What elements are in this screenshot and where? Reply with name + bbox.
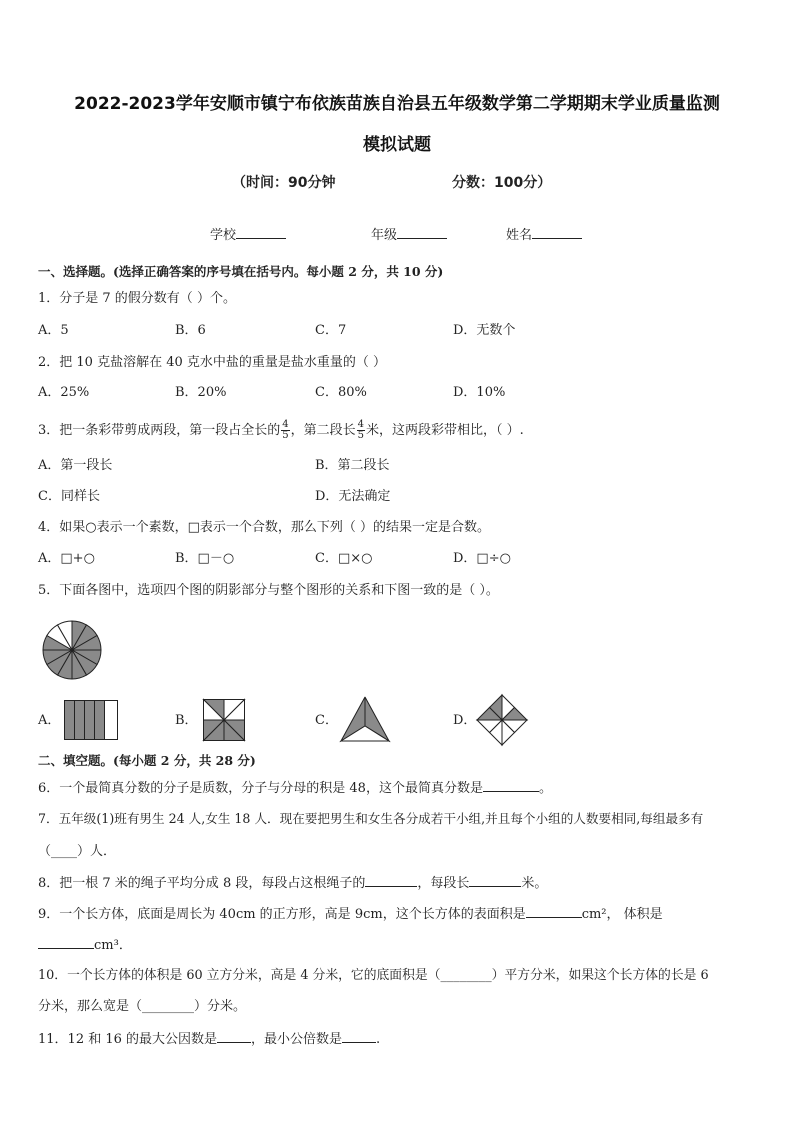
exam-info xyxy=(0,172,794,194)
q8-answer-blank-1[interactable] xyxy=(365,874,417,887)
section1-heading: 一、选择题。(选择正确答案的序号填在括号内。每小题 2 分，共 10 分) xyxy=(38,264,444,279)
q3-option-b[interactable]: B．第二段长 xyxy=(315,458,390,473)
q9-text-a: 9．一个长方体，底面是周长为 40cm 的正方形，高是 9cm，这个长方体的表面积是 xyxy=(38,907,526,922)
q3-option-a[interactable]: A．第一段长 xyxy=(38,458,113,473)
question-2: 2．把 10 克盐溶解在 40 克水中盐的重量是盐水重量的（ ） xyxy=(38,355,387,370)
q9-answer-blank-2[interactable] xyxy=(38,936,94,949)
question-3 xyxy=(38,420,524,441)
question-1: 1．分子是 7 的假分数有（ ）个。 xyxy=(38,291,236,306)
question-7-line2: （____）人． xyxy=(38,844,117,859)
q11-text-b: ，最小公倍数是 xyxy=(251,1032,343,1047)
question-8 xyxy=(38,874,547,893)
q6-answer-blank[interactable] xyxy=(483,779,539,792)
q3-frac2-num: 4 xyxy=(357,419,365,430)
q5-option-d-figure[interactable] xyxy=(476,694,528,746)
q5-reference-circle-figure xyxy=(41,619,103,681)
q11-answer-blank-2[interactable] xyxy=(342,1030,376,1043)
q2-option-d[interactable]: D．10% xyxy=(453,385,506,400)
q3-option-d[interactable]: D．无法确定 xyxy=(315,489,391,504)
question-7-line1: 7．五年级(1)班有男生 24 人,女生 18 人．现在要把男生和女生各分成若干小组,并且每个小组的人数要相同,每组最多有 xyxy=(38,811,704,826)
q9-answer-blank-1[interactable] xyxy=(526,905,582,918)
q3-frac2-den: 5 xyxy=(357,430,365,441)
q5-option-c-figure[interactable] xyxy=(340,696,390,742)
q1-option-a[interactable]: A．5 xyxy=(38,323,69,338)
q11-text-a: 11．12 和 16 的最大公因数是 xyxy=(38,1032,218,1047)
q5-option-c[interactable]: C． xyxy=(315,713,338,728)
q3-text-post: 米，这两段彩带相比，（ ）. xyxy=(366,423,524,438)
school-field[interactable] xyxy=(210,224,286,243)
grade-label: 年级 xyxy=(371,228,398,243)
exam-title-line1: 2022-2023学年安顺市镇宁布依族苗族自治县五年级数学第二学期期末学业质量监测 xyxy=(74,94,720,114)
q4-option-a[interactable]: A．□+○ xyxy=(38,551,95,566)
q5-option-a-figure[interactable] xyxy=(64,700,118,740)
question-9-line1 xyxy=(38,905,663,924)
q3-option-c[interactable]: C．同样长 xyxy=(38,489,100,504)
q3-fraction-2 xyxy=(357,420,365,441)
school-label: 学校 xyxy=(210,228,237,243)
question-11 xyxy=(38,1030,380,1049)
q6-text-end: 。 xyxy=(538,781,552,796)
q3-frac1-num: 4 xyxy=(282,419,289,430)
school-blank[interactable] xyxy=(236,226,286,239)
q5-option-a[interactable]: A． xyxy=(38,713,61,728)
q2-option-b[interactable]: B．20% xyxy=(175,385,227,400)
q5-option-d[interactable]: D． xyxy=(453,713,477,728)
q1-option-c[interactable]: C．7 xyxy=(315,323,347,338)
grade-blank[interactable] xyxy=(397,226,447,239)
q2-option-a[interactable]: A．25% xyxy=(38,385,90,400)
q8-text-a: 8．把一根 7 米的绳子平均分成 8 段，每段占这根绳子的 xyxy=(38,876,366,891)
q11-text-c: . xyxy=(376,1032,381,1047)
q5-option-b[interactable]: B． xyxy=(175,713,198,728)
q5-option-b-figure[interactable] xyxy=(203,699,245,741)
q3-fraction-1 xyxy=(281,420,289,441)
q3-frac1-den: 5 xyxy=(282,430,289,441)
name-label: 姓名 xyxy=(506,228,533,243)
exam-time: （时间：90分钟 xyxy=(232,175,336,191)
q4-option-b[interactable]: B．□－○ xyxy=(175,551,235,566)
q1-option-b[interactable]: B．6 xyxy=(175,323,206,338)
section2-heading: 二、填空题。(每小题 2 分，共 28 分) xyxy=(38,753,256,768)
exam-title-line2: 模拟试题 xyxy=(363,135,431,155)
q8-text-c: 米。 xyxy=(521,876,548,891)
q3-text-pre: 3．把一条彩带剪成两段，第一段占全长的 xyxy=(38,423,281,438)
name-blank[interactable] xyxy=(532,226,582,239)
q11-answer-blank-1[interactable] xyxy=(217,1030,251,1043)
q9-text-c: cm³． xyxy=(94,938,132,953)
q9-text-b: cm²， 体积是 xyxy=(581,907,663,922)
name-field[interactable] xyxy=(506,224,582,243)
q8-answer-blank-2[interactable] xyxy=(469,874,521,887)
question-10-line2: 分米，那么宽是（________）分米。 xyxy=(38,999,247,1014)
q3-text-mid: ，第二段长 xyxy=(290,423,356,438)
q2-option-c[interactable]: C．80% xyxy=(315,385,367,400)
q4-option-c[interactable]: C．□×○ xyxy=(315,551,373,566)
question-10-line1: 10．一个长方体的体积是 60 立方分米，高是 4 分米，它的底面积是（________）平方分米，如果这个长方体的长是 6 xyxy=(38,968,709,983)
question-6 xyxy=(38,779,552,798)
q6-text: 6．一个最简真分数的分子是质数，分子与分母的积是 48，这个最简真分数是 xyxy=(38,781,483,796)
exam-score: 分数：100分） xyxy=(452,175,552,191)
q8-text-b: ，每段长 xyxy=(417,876,470,891)
question-9-line2 xyxy=(38,936,132,955)
q1-option-d[interactable]: D．无数个 xyxy=(453,323,516,338)
question-4: 4．如果○表示一个素数，□表示一个合数，那么下列（ ）的结果一定是合数。 xyxy=(38,520,491,535)
q4-option-d[interactable]: D．□÷○ xyxy=(453,551,511,566)
question-5: 5．下面各图中，选项四个图的阴影部分与整个图形的关系和下图一致的是（ ）。 xyxy=(38,583,499,598)
grade-field[interactable] xyxy=(371,224,447,243)
